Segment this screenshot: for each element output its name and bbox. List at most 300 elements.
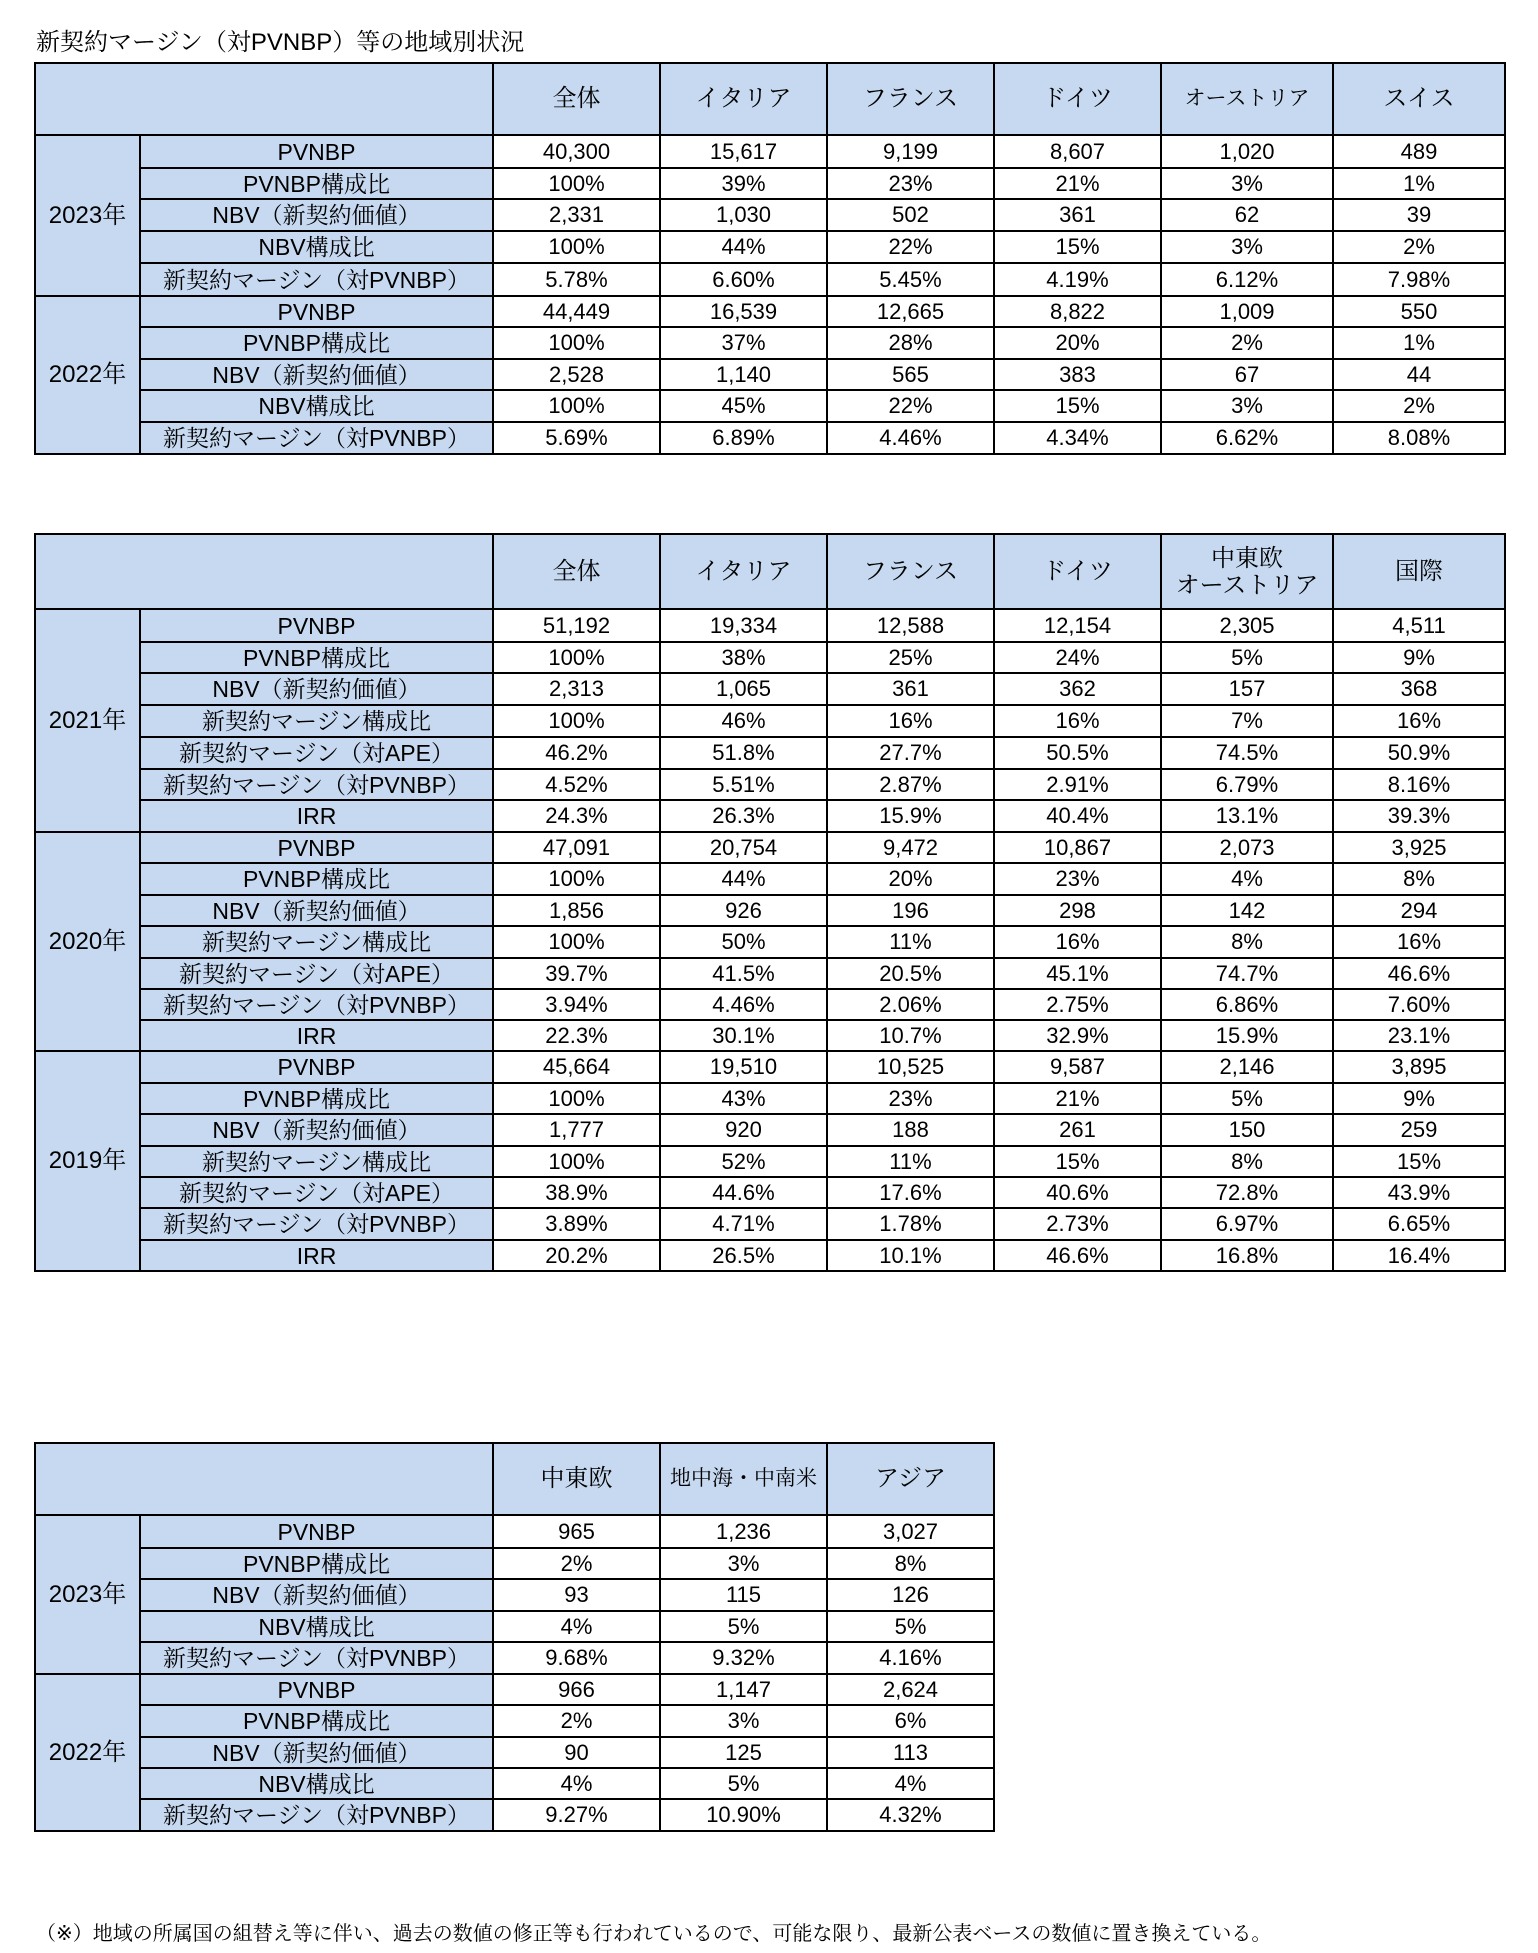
value-cell: 6.12% [1161,263,1333,296]
value-cell: 24.3% [493,800,660,832]
table-row [35,422,1505,454]
value-cell: 4.16% [827,1642,994,1674]
value-cell: 4% [493,1768,660,1799]
column-header: スイス [1333,63,1505,135]
value-cell: 361 [994,199,1161,231]
value-cell: 20.2% [493,1240,660,1271]
value-cell: 39.3% [1333,800,1505,832]
value-cell: 12,154 [994,609,1161,642]
row-label: NBV（新契約価値） [140,895,493,926]
value-cell: 21% [994,168,1161,199]
value-cell: 12,588 [827,609,994,642]
value-cell: 30.1% [660,1020,827,1051]
value-cell: 126 [827,1579,994,1611]
value-cell: 16% [1333,705,1505,737]
value-cell: 6.79% [1161,769,1333,800]
table-row [35,1051,1505,1083]
value-cell: 2.75% [994,989,1161,1020]
table-row [35,359,1505,390]
value-cell: 9% [1333,642,1505,673]
value-cell: 46.6% [994,1240,1161,1271]
value-cell: 23.1% [1333,1020,1505,1051]
value-cell: 52% [660,1146,827,1177]
value-cell: 3.94% [493,989,660,1020]
value-cell: 5.78% [493,263,660,296]
value-cell: 40,300 [493,135,660,168]
value-cell: 46.2% [493,737,660,769]
value-cell: 294 [1333,895,1505,926]
row-label: IRR [140,1020,493,1051]
value-cell: 74.5% [1161,737,1333,769]
value-cell: 43.9% [1333,1177,1505,1208]
value-cell: 44% [660,231,827,263]
value-cell: 9,587 [994,1051,1161,1083]
value-cell: 3% [1161,168,1333,199]
value-cell: 100% [493,1083,660,1114]
value-cell: 9.27% [493,1799,660,1831]
row-label: 新契約マージン（対PVNBP） [140,1642,493,1674]
value-cell: 361 [827,673,994,705]
table-row [35,263,1505,296]
value-cell: 10,525 [827,1051,994,1083]
header-blank-cell [35,63,493,135]
row-label: NBV構成比 [140,1611,493,1642]
value-cell: 6.97% [1161,1208,1333,1240]
value-cell: 11% [827,926,994,958]
value-cell: 1.78% [827,1208,994,1240]
value-cell: 50.5% [994,737,1161,769]
table-row [35,1674,994,1705]
row-label: IRR [140,800,493,832]
column-header: 中東欧 [493,1443,660,1515]
value-cell: 45.1% [994,958,1161,989]
value-cell: 1,020 [1161,135,1333,168]
value-cell: 4.34% [994,422,1161,454]
row-label: 新契約マージン（対APE） [140,958,493,989]
value-cell: 10.90% [660,1799,827,1831]
value-cell: 3,895 [1333,1051,1505,1083]
value-cell: 67 [1161,359,1333,390]
table-row [35,1579,994,1611]
value-cell: 46% [660,705,827,737]
value-cell: 8% [827,1548,994,1579]
row-label: PVNBP [140,1051,493,1083]
value-cell: 3,925 [1333,832,1505,863]
column-header: アジア [827,1443,994,1515]
row-label: NBV（新契約価値） [140,1114,493,1146]
row-label: NBV（新契約価値） [140,673,493,705]
row-label: PVNBP構成比 [140,863,493,895]
value-cell: 2,624 [827,1674,994,1705]
value-cell: 115 [660,1579,827,1611]
row-label: PVNBP [140,135,493,168]
row-label: PVNBP [140,609,493,642]
table-row [35,769,1505,800]
value-cell: 3,027 [827,1515,994,1548]
value-cell: 20% [827,863,994,895]
value-cell: 15% [1333,1146,1505,1177]
year-label: 2022年 [35,1674,140,1831]
value-cell: 2% [1333,231,1505,263]
value-cell: 45% [660,390,827,422]
value-cell: 38% [660,642,827,673]
value-cell: 1,147 [660,1674,827,1705]
value-cell: 2% [493,1548,660,1579]
value-cell: 4,511 [1333,609,1505,642]
value-cell: 16% [1333,926,1505,958]
value-cell: 100% [493,705,660,737]
value-cell: 8,822 [994,296,1161,327]
value-cell: 5.69% [493,422,660,454]
column-header: フランス [827,534,994,609]
value-cell: 26.5% [660,1240,827,1271]
column-header: 全体 [493,534,660,609]
value-cell: 12,665 [827,296,994,327]
value-cell: 16% [994,926,1161,958]
value-cell: 100% [493,168,660,199]
value-cell: 5% [827,1611,994,1642]
value-cell: 4.46% [827,422,994,454]
value-cell: 5.45% [827,263,994,296]
row-label: 新契約マージン（対PVNBP） [140,989,493,1020]
value-cell: 1% [1333,327,1505,359]
row-label: 新契約マージン構成比 [140,926,493,958]
value-cell: 1,140 [660,359,827,390]
value-cell: 22% [827,390,994,422]
value-cell: 10.7% [827,1020,994,1051]
row-label: PVNBP構成比 [140,642,493,673]
table-row [35,863,1505,895]
value-cell: 5% [1161,1083,1333,1114]
table-row [35,1020,1505,1051]
value-cell: 10.1% [827,1240,994,1271]
row-label: NBV構成比 [140,1768,493,1799]
value-cell: 8,607 [994,135,1161,168]
value-cell: 6.86% [1161,989,1333,1020]
value-cell: 22% [827,231,994,263]
row-label: 新契約マージン（対PVNBP） [140,1799,493,1831]
value-cell: 2.73% [994,1208,1161,1240]
value-cell: 62 [1161,199,1333,231]
value-cell: 23% [994,863,1161,895]
table-row [35,390,1505,422]
value-cell: 40.6% [994,1177,1161,1208]
year-label: 2021年 [35,609,140,832]
table-row [35,1705,994,1737]
value-cell: 50.9% [1333,737,1505,769]
value-cell: 19,334 [660,609,827,642]
value-cell: 44.6% [660,1177,827,1208]
value-cell: 502 [827,199,994,231]
value-cell: 9% [1333,1083,1505,1114]
year-label: 2022年 [35,296,140,454]
table-row [35,737,1505,769]
value-cell: 1% [1333,168,1505,199]
value-cell: 3% [1161,231,1333,263]
value-cell: 1,065 [660,673,827,705]
table-row [35,800,1505,832]
value-cell: 3% [660,1705,827,1737]
column-header: ドイツ [994,534,1161,609]
table-section-regional-2023-2022 [34,1442,995,1832]
value-cell: 362 [994,673,1161,705]
row-label: NBV（新契約価値） [140,359,493,390]
row-label: IRR [140,1240,493,1271]
year-label: 2023年 [35,135,140,296]
value-cell: 23% [827,168,994,199]
value-cell: 2,331 [493,199,660,231]
value-cell: 47,091 [493,832,660,863]
value-cell: 5% [1161,642,1333,673]
value-cell: 45,664 [493,1051,660,1083]
table-row [35,1768,994,1799]
value-cell: 1,856 [493,895,660,926]
value-cell: 19,510 [660,1051,827,1083]
table-section-2023-2022 [34,62,1506,455]
table-row [35,199,1505,231]
value-cell: 125 [660,1737,827,1768]
value-cell: 51.8% [660,737,827,769]
year-label: 2019年 [35,1051,140,1271]
row-label: PVNBP [140,296,493,327]
value-cell: 39.7% [493,958,660,989]
value-cell: 3% [1161,390,1333,422]
row-label: 新契約マージン（対APE） [140,1177,493,1208]
table-row [35,1083,1505,1114]
value-cell: 7.98% [1333,263,1505,296]
value-cell: 9.68% [493,1642,660,1674]
column-header-line: オーストリア [1175,571,1319,599]
value-cell: 100% [493,926,660,958]
table-row [35,327,1505,359]
value-cell: 26.3% [660,800,827,832]
value-cell: 489 [1333,135,1505,168]
value-cell: 44 [1333,359,1505,390]
value-cell: 2.06% [827,989,994,1020]
value-cell: 90 [493,1737,660,1768]
value-cell: 17.6% [827,1177,994,1208]
value-cell: 2,528 [493,359,660,390]
value-cell: 9.32% [660,1642,827,1674]
column-header-line: 中東欧 [1211,544,1283,572]
value-cell: 3% [660,1548,827,1579]
table-row [35,296,1505,327]
row-label: NBV構成比 [140,231,493,263]
value-cell: 38.9% [493,1177,660,1208]
value-cell: 51,192 [493,609,660,642]
column-header: 地中海・中南米 [660,1443,827,1515]
value-cell: 50% [660,926,827,958]
value-cell: 6.89% [660,422,827,454]
value-cell: 15% [994,390,1161,422]
value-cell: 4% [1161,863,1333,895]
value-cell: 100% [493,327,660,359]
value-cell: 1,030 [660,199,827,231]
value-cell: 15,617 [660,135,827,168]
value-cell: 2,073 [1161,832,1333,863]
value-cell: 16,539 [660,296,827,327]
row-label: PVNBP構成比 [140,1548,493,1579]
value-cell: 3.89% [493,1208,660,1240]
row-label: PVNBP [140,1674,493,1705]
table-row [35,609,1505,642]
value-cell: 142 [1161,895,1333,926]
table-section-2021-2019 [34,533,1506,1272]
footnote: （※）地域の所属国の組替え等に伴い、過去の数値の修正等も行われているので、可能な限り、最新公表ベースの数値に置き換えている。 [36,1923,1272,1945]
column-header: 全体 [493,63,660,135]
value-cell: 1,777 [493,1114,660,1146]
value-cell: 113 [827,1737,994,1768]
header-blank-cell [35,534,493,609]
value-cell: 100% [493,642,660,673]
row-label: PVNBP構成比 [140,1705,493,1737]
table-row [35,926,1505,958]
value-cell: 565 [827,359,994,390]
value-cell: 2.87% [827,769,994,800]
column-header: ドイツ [994,63,1161,135]
value-cell: 5.51% [660,769,827,800]
value-cell: 1,009 [1161,296,1333,327]
value-cell: 4% [493,1611,660,1642]
value-cell: 259 [1333,1114,1505,1146]
value-cell: 20,754 [660,832,827,863]
table-row [35,1177,1505,1208]
table-row [35,1611,994,1642]
value-cell: 13.1% [1161,800,1333,832]
column-header: フランス [827,63,994,135]
value-cell: 261 [994,1114,1161,1146]
value-cell: 22.3% [493,1020,660,1051]
row-label: NBV（新契約価値） [140,1737,493,1768]
page-title: 新契約マージン（対PVNBP）等の地域別状況 [36,29,525,56]
value-cell: 4.32% [827,1799,994,1831]
value-cell: 2% [1333,390,1505,422]
value-cell: 550 [1333,296,1505,327]
value-cell: 298 [994,895,1161,926]
table-row [35,642,1505,673]
value-cell: 11% [827,1146,994,1177]
value-cell: 15% [994,231,1161,263]
value-cell: 16% [994,705,1161,737]
value-cell: 2% [493,1705,660,1737]
value-cell: 28% [827,327,994,359]
value-cell: 1,236 [660,1515,827,1548]
value-cell: 9,199 [827,135,994,168]
value-cell: 25% [827,642,994,673]
table-row [35,135,1505,168]
row-label: 新契約マージン構成比 [140,705,493,737]
value-cell: 44,449 [493,296,660,327]
value-cell: 10,867 [994,832,1161,863]
value-cell: 5% [660,1611,827,1642]
table-row [35,705,1505,737]
value-cell: 16% [827,705,994,737]
table-row [35,1515,994,1548]
table-row [35,895,1505,926]
value-cell: 15.9% [1161,1020,1333,1051]
value-cell: 44% [660,863,827,895]
value-cell: 27.7% [827,737,994,769]
value-cell: 6.60% [660,263,827,296]
value-cell: 383 [994,359,1161,390]
value-cell: 8.16% [1333,769,1505,800]
value-cell: 8% [1161,926,1333,958]
value-cell: 15.9% [827,800,994,832]
table-row [35,832,1505,863]
value-cell: 4.71% [660,1208,827,1240]
value-cell: 4.52% [493,769,660,800]
row-label: 新契約マージン（対PVNBP） [140,263,493,296]
value-cell: 20.5% [827,958,994,989]
table-row [35,958,1505,989]
value-cell: 41.5% [660,958,827,989]
table-row [35,1146,1505,1177]
value-cell: 157 [1161,673,1333,705]
column-header: イタリア [660,534,827,609]
value-cell: 7% [1161,705,1333,737]
value-cell: 2.91% [994,769,1161,800]
table-row [35,1642,994,1674]
row-label: PVNBP構成比 [140,168,493,199]
value-cell: 2% [1161,327,1333,359]
value-cell: 188 [827,1114,994,1146]
value-cell: 2,305 [1161,609,1333,642]
value-cell: 24% [994,642,1161,673]
value-cell: 16.4% [1333,1240,1505,1271]
value-cell: 72.8% [1161,1177,1333,1208]
value-cell: 100% [493,1146,660,1177]
value-cell: 7.60% [1333,989,1505,1020]
value-cell: 93 [493,1579,660,1611]
table-row [35,1240,1505,1271]
value-cell: 39 [1333,199,1505,231]
value-cell: 16.8% [1161,1240,1333,1271]
table-row [35,1208,1505,1240]
value-cell: 20% [994,327,1161,359]
value-cell: 9,472 [827,832,994,863]
row-label: PVNBP [140,1515,493,1548]
value-cell: 966 [493,1674,660,1705]
value-cell: 368 [1333,673,1505,705]
table-row [35,1114,1505,1146]
value-cell: 196 [827,895,994,926]
row-label: 新契約マージン構成比 [140,1146,493,1177]
value-cell: 74.7% [1161,958,1333,989]
value-cell: 37% [660,327,827,359]
value-cell: 926 [660,895,827,926]
row-label: NBV（新契約価値） [140,199,493,231]
value-cell: 15% [994,1146,1161,1177]
row-label: PVNBP [140,832,493,863]
table-row [35,1548,994,1579]
year-label: 2020年 [35,832,140,1051]
value-cell: 4.46% [660,989,827,1020]
value-cell: 2,313 [493,673,660,705]
value-cell: 920 [660,1114,827,1146]
year-label: 2023年 [35,1515,140,1674]
value-cell: 6.62% [1161,422,1333,454]
row-label: PVNBP構成比 [140,327,493,359]
value-cell: 40.4% [994,800,1161,832]
table-row [35,168,1505,199]
value-cell: 8.08% [1333,422,1505,454]
value-cell: 46.6% [1333,958,1505,989]
value-cell: 4.19% [994,263,1161,296]
value-cell: 6.65% [1333,1208,1505,1240]
column-header [1161,534,1333,609]
row-label: 新契約マージン（対PVNBP） [140,769,493,800]
table-row [35,1799,994,1831]
